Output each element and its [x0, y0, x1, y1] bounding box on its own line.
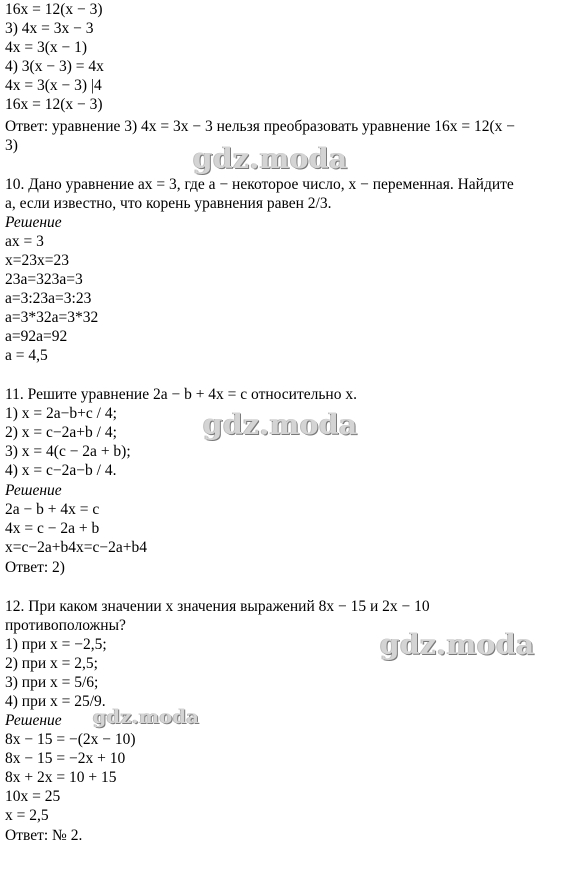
answer-line: Ответ: 2)	[5, 559, 65, 576]
option-line: 4) при x = 25/9.	[5, 693, 106, 710]
option-line: 4) x = c−2a−b / 4.	[5, 462, 117, 479]
text-line: x=23x=23	[5, 252, 69, 269]
text-line: a=3*32a=3*32	[5, 309, 99, 326]
text-line: 4) 3(x − 3) = 4x	[5, 58, 104, 75]
problem-heading: 11. Решите уравнение 2a − b + 4x = c относительно x.	[5, 386, 357, 403]
text-line: 16x = 12(x − 3)	[5, 1, 103, 18]
text-line: 2a − b + 4x = c	[5, 501, 100, 518]
text-line: 16x = 12(x − 3)	[5, 96, 103, 113]
solution-label: Решение	[5, 482, 62, 499]
text-line: ax = 3	[5, 233, 44, 250]
watermark: gdz.moda	[380, 628, 535, 661]
text-line: 4x = c − 2a + b	[5, 520, 100, 537]
text-line: a=3:23a=3:23	[5, 290, 92, 307]
option-line: 2) при x = 2,5;	[5, 655, 98, 672]
answer-line: 3)	[5, 137, 18, 154]
text-line: 23a=323a=3	[5, 271, 83, 288]
text-line: 4x = 3(x − 1)	[5, 39, 88, 56]
problem-text: противоположны?	[5, 617, 126, 634]
text-line: 4x = 3(x − 3) |4	[5, 77, 102, 94]
text-line: 8x − 15 = −2x + 10	[5, 750, 126, 767]
option-line: 1) при x = −2,5;	[5, 636, 107, 653]
watermark: gdz.moda	[203, 408, 358, 441]
text-line: a=92a=92	[5, 328, 68, 345]
option-line: 2) x = c−2a+b / 4;	[5, 424, 117, 441]
option-line: 3) x = 4(c − 2a + b);	[5, 443, 131, 460]
text-line: x=c−2a+b4x=c−2a+b4	[5, 539, 147, 556]
watermark: gdz.moda	[93, 706, 200, 728]
option-line: 3) при x = 5/6;	[5, 674, 99, 691]
solution-label: Решение	[5, 214, 62, 231]
problem-heading: 12. При каком значении x значения выражений 8x − 15 и 2x − 10	[5, 598, 430, 615]
text-line: x = 2,5	[5, 807, 49, 824]
option-line: 1) x = 2a−b+c / 4;	[5, 405, 117, 422]
solution-label: Решение	[5, 712, 62, 729]
problem-text: a, если известно, что корень уравнения равен 2/3.	[5, 195, 332, 212]
answer-line: Ответ: уравнение 3) 4x = 3x − 3 нельзя преобразовать уравнение 16x = 12(x −	[5, 118, 516, 135]
text-line: 10x = 25	[5, 788, 61, 805]
text-line: 3) 4x = 3x − 3	[5, 20, 94, 37]
text-line: 8x − 15 = −(2x − 10)	[5, 731, 136, 748]
problem-heading: 10. Дано уравнение ax = 3, где a − некоторое число, x − переменная. Найдите	[5, 176, 514, 193]
answer-line: Ответ: № 2.	[5, 827, 83, 844]
text-line: 8x + 2x = 10 + 15	[5, 769, 117, 786]
text-line: a = 4,5	[5, 347, 48, 364]
watermark: gdz.moda	[193, 142, 348, 175]
